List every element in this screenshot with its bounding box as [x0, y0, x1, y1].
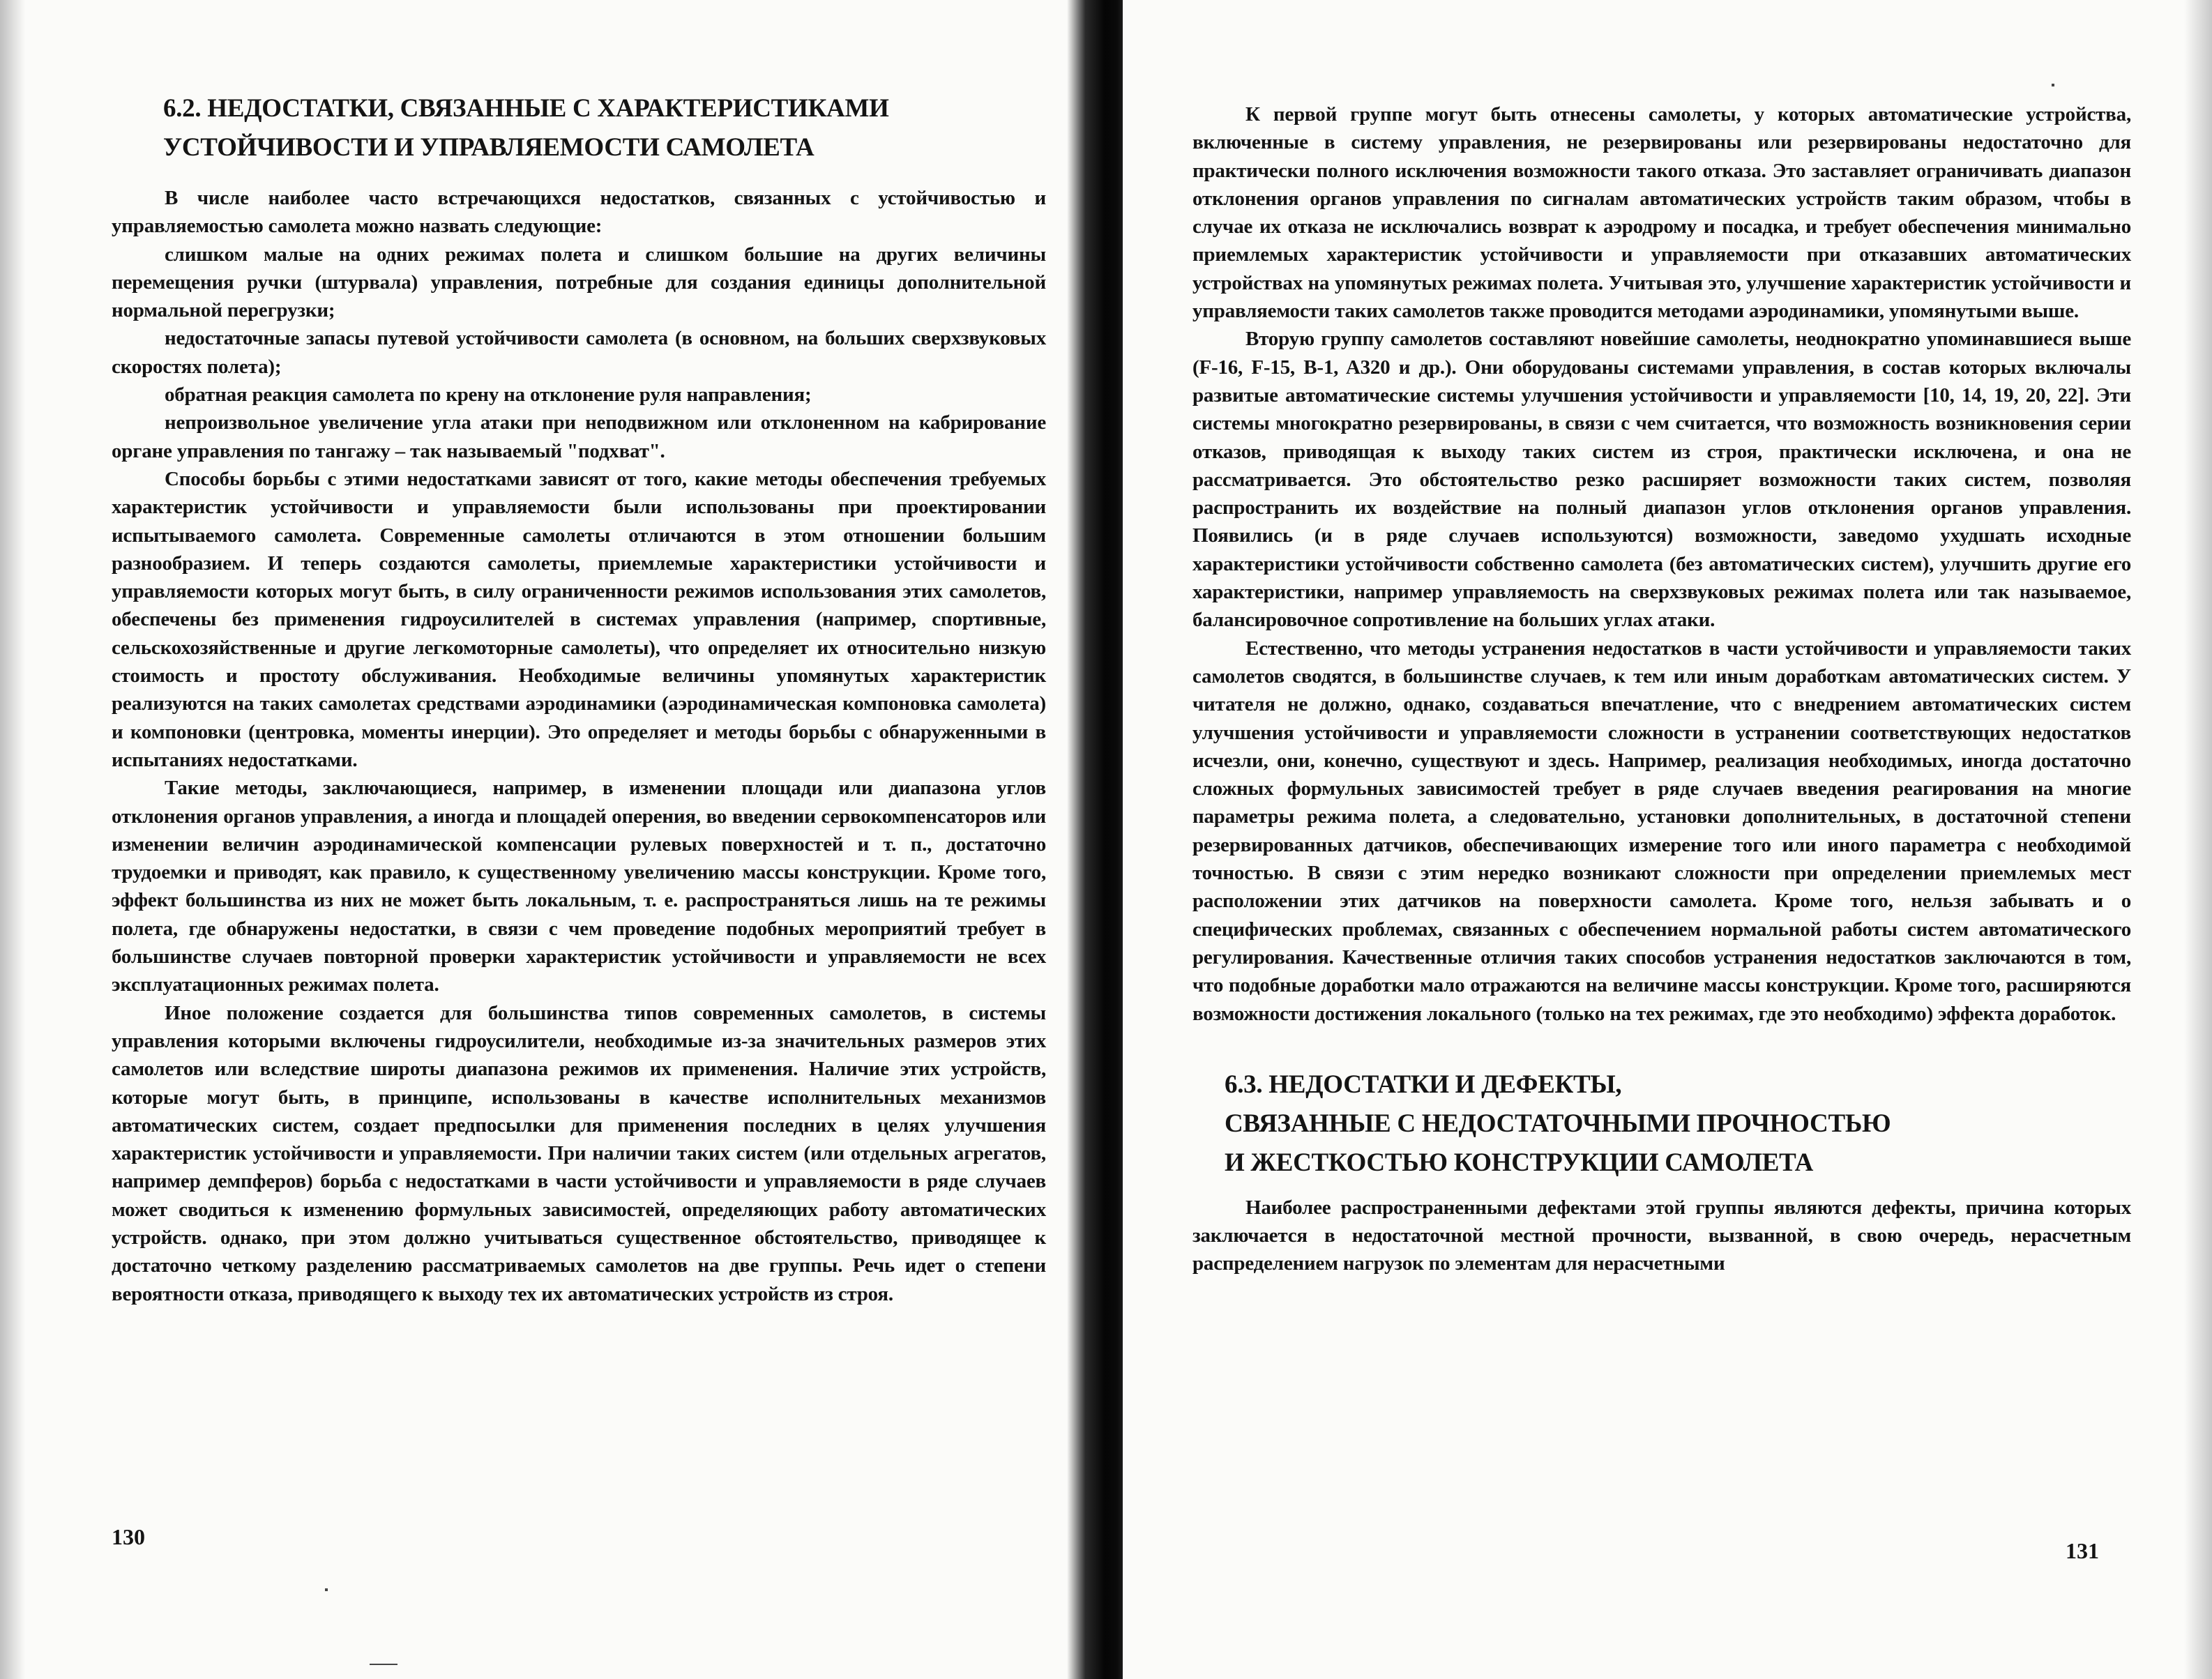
right-page: [1123, 0, 2212, 1679]
left-page-column: [112, 89, 1046, 1308]
right-page-column: [1192, 100, 2131, 1278]
left-page: [0, 0, 1088, 1679]
section-heading-6-3-line-3: И ЖЕСТКОСТЬЮ КОНСТРУКЦИИ САМОЛЕТА: [1225, 1148, 1814, 1177]
right-paragraph-second-group: Вторую группу самолетов составляют новейшие самолеты, неоднократно упоминавшиеся выше (F-16, F-15, B-1, A320 и др.). Они оборудованы системами управления, в состав которых включалы развитые автоматические системы улучшения устойчивости и управляемости [10, 14, 19, 20, 22]. Эти системы многократно резервированы, в связи с чем считается, что возможность возникновения серии отказов, приводящая к выходу таких систем из строя, практически исключена, и она не рассматривается. Это обстоятельство резко расширяет возможности таких систем, позволяя распространить их воздействие на полный диапазон углов отклонения органов управления. Появились (и в ряде случаев используются) возможности, заведомо ухудшать исходные характеристики устойчивости собственно самолета (без автоматических систем), улучшить другие его характеристики, например управляемость на сверхзвуковых режимах полета или так называемое, балансировочное сопротивление на больших углах атаки.: [1192, 328, 2131, 632]
left-list-item-1: слишком малые на одних режимах полета и слишком большие на других величины перемещения ручки (штурвала) управления, потребные для создания единицы дополнительной нормальной перегрузки;: [112, 243, 1046, 322]
left-paragraph-intro: В числе наиболее часто встречающихся недостатков, связанных с устойчивостью и управляемостью самолета можно назвать следующие:: [112, 187, 1046, 238]
left-list-item-2: недостаточные запасы путевой устойчивости самолета (в основном, на больших сверхзвуковых скоростях полета);: [112, 327, 1046, 378]
scan-speck: [370, 1664, 397, 1665]
section-heading-6-3-line-1: 6.3. НЕДОСТАТКИ И ДЕФЕКТЫ,: [1225, 1070, 1622, 1099]
scan-speck: [325, 1588, 328, 1591]
left-list-item-4: непроизвольное увеличение угла атаки при неподвижном или отклоненном на кабрирование органе управления по тангажу – так называемый "подхват".: [112, 411, 1046, 462]
scan-speck: [2052, 84, 2054, 86]
left-paragraph-methods: Способы борьбы с этими недостатками зависят от того, какие методы обеспечения требуемых характеристик устойчивости и управляемости были использованы при проектировании испытываемого самолета. Современные самолеты отличаются в этом отношении большим разнообразием. И теперь создаются самолеты, приемлемые характеристики устойчивости и управляемости которых могут быть, в силу ограниченности режимов использования этих самолетов, обеспечены без применения гидроусилителей в системах управления (например, спортивные, сельскохозяйственные и другие легкомоторные самолеты), что определяет их относительно низкую стоимость и простоту обслуживания. Необходимые величины упомянутых характеристик реализуются на таких самолетах средствами аэродинамики (аэродинамическая компоновка самолета) и компоновки (центровка, моменты инерции). Это определяет и методы борьбы с обнаруженными в испытаниях недостатками.: [112, 467, 1046, 771]
right-paragraph-naturally: Естественно, что методы устранения недостатков в части устойчивости и управляемости таких самолетов сводятся, в большинстве случаев, к тем или иным доработкам автоматических систем. У читателя не должно, однако, создаваться впечатление, что с внедрением автоматических систем улучшения устойчивости и управляемости сложности в устранении соответствующих недостатков исчезли, они, конечно, существуют и здесь. Например, реализация необходимых, иногда достаточно сложных формульных зависимостей требует в ряде случаев введения реагирования на многие параметры режима полета, а следовательно, установки дополнительных, в достаточной степени резервированных датчиков, обеспечивающих измерение того или иного параметра с необходимой точностью. В связи с этим нередко возникают сложности при определении приемлемых мест расположении этих датчиков на поверхности самолета. Кроме того, нельзя забывать и о специфических проблемах, связанных с обеспечением нормальной работы систем автоматического регулирования. Качественные отличия таких способов устранения недостатков заключаются в том, что подобные доработки мало отражаются на величине массы конструкции. Кроме того, расширяются возможности достижения локального (только на тех режимах, где это необходимо) эффекта доработок.: [1192, 637, 2131, 1025]
section-heading-6-2: [163, 89, 1046, 167]
left-paragraph-such-methods: Такие методы, заключающиеся, например, в изменении площади или диапазона углов отклонения органов управления, а иногда и площадей оперения, во введении сервокомпенсаторов или изменении величин аэродинамической компенсации рулевых поверхностей и т. п., достаточно трудоемки и приводят, как правило, к существенному увеличению массы конструкции. Кроме того, эффект большинства из них не может быть локальным, т. е. распространяться лишь на те режимы полета, где обнаружены недостатки, в связи с чем проведение подобных мероприятий требует в большинстве случаев повторной проверки характеристик устойчивости и управляемости не всех эксплуатационных режимах полета.: [112, 777, 1046, 996]
left-list-item-3: обратная реакция самолета по крену на отклонение руля направления;: [165, 383, 812, 407]
right-page-edge-shadow: [2184, 0, 2212, 1679]
left-paragraph-other-situation: Иное положение создается для большинства типов современных самолетов, в системы управления которыми включены гидроусилители, необходимые из-за значительных размеров этих самолетов или вследствие широты диапазона режимов их применения. Наличие этих устройств, которые могут быть, в принципе, использованы в качестве исполнительных механизмов автоматических систем, создает предпосылки для применения последних в целях улучшения характеристик устойчивости и управляемости. При наличии таких систем (или отдельных агрегатов, например демпферов) борьба с недостатками в части устойчивости и управляемости в ряде случаев может сводиться к изменению формульных зависимостей, определяющих работу автоматических устройств. однако, при этом должно учитываться существенное обстоятельство, приводящее к достаточно четкому разделению рассматриваемых самолетов на две группы. Речь идет о степени вероятности отказа, приводящего к выходу тех их автоматических устройств из строя.: [112, 1001, 1046, 1305]
section-heading-6-3: [1225, 1065, 2131, 1183]
page-number-left: 130: [112, 1524, 145, 1549]
page-number-right: 131: [2066, 1538, 2099, 1563]
section-heading-6-3-line-2: СВЯЗАННЫЕ С НЕДОСТАТОЧНЫМИ ПРОЧНОСТЬЮ: [1225, 1109, 1891, 1138]
left-page-edge-shadow: [0, 0, 25, 1679]
right-paragraph-first-group: К первой группе могут быть отнесены самолеты, у которых автоматические устройства, включенные в систему управления, не резервированы или резервированы недостаточно для практически полного исключения возможности такого отказа. Это заставляет ограничивать диапазон отклонения органов управления по сигналам автоматических устройств таким образом, чтобы в случае их отказа не исключались возврат к аэродрому и посадка, и требует обеспечения минимально приемлемых характеристик устойчивости и управляемости при отказавших автоматических устройствах на упомянутых режимах полета. Учитывая это, улучшение характеристик устойчивости и управляемости таких самолетов также проводится методами аэродинамики, упомянутыми выше.: [1192, 103, 2131, 323]
right-paragraph-defects: Наиболее распространенными дефектами этой группы являются дефекты, причина которых заключается в недостаточной местной прочности, вызванной, в свою очередь, нерасчетным распределением нагрузок по элементам для нерасчетными: [1192, 1196, 2131, 1275]
section-heading-6-2-line-2: УСТОЙЧИВОСТИ И УПРАВЛЯЕМОСТИ САМОЛЕТА: [163, 133, 815, 162]
section-heading-6-2-line-1: 6.2. НЕДОСТАТКИ, СВЯЗАННЫЕ С ХАРАКТЕРИСТИКАМИ: [163, 94, 889, 123]
